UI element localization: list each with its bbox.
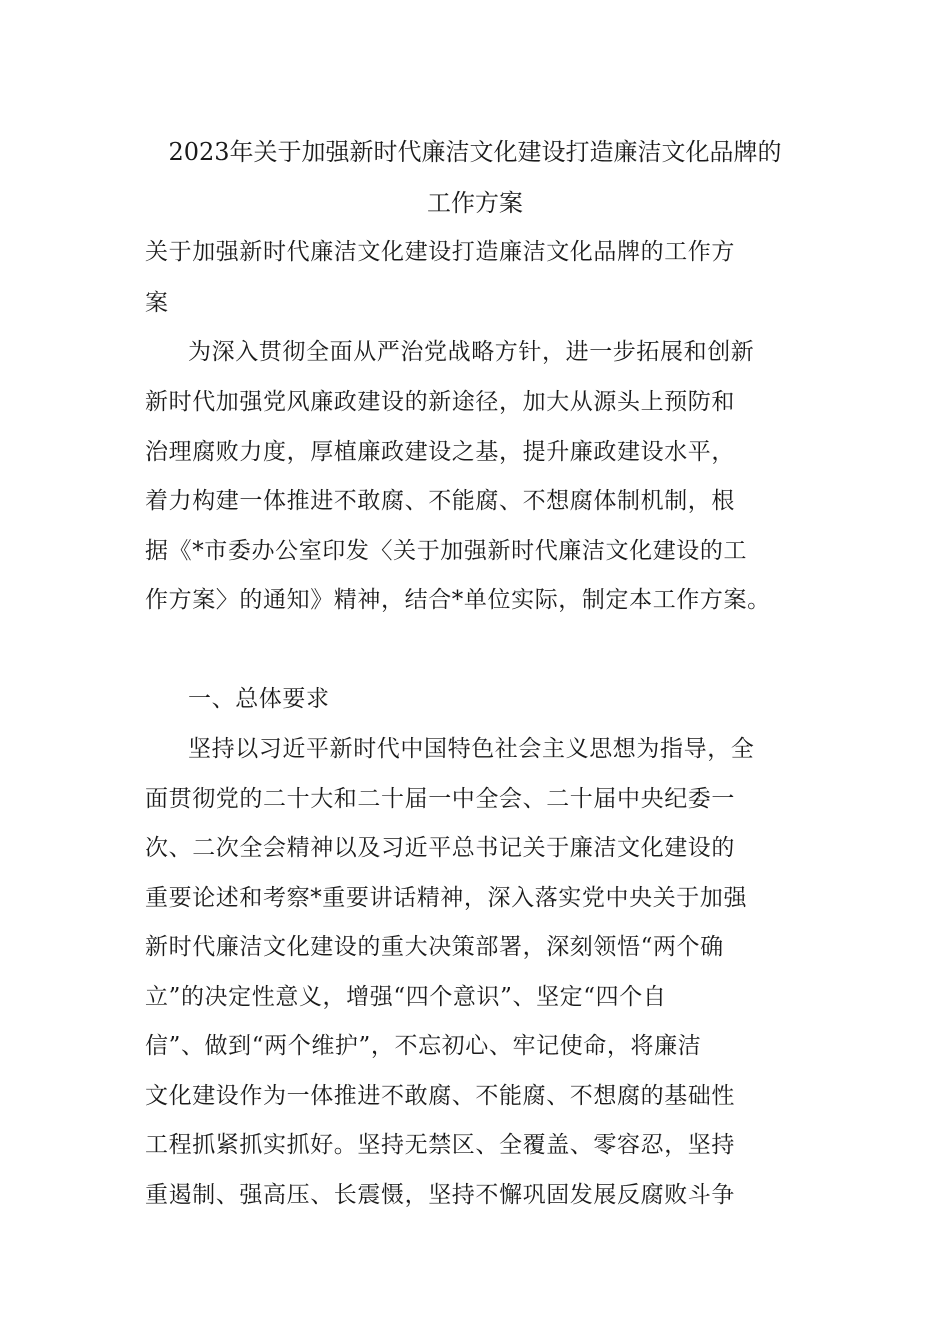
section-1-line-1: 坚持以习近平新时代中国特色社会主义思想为指导，全 bbox=[188, 736, 755, 762]
intro-paragraph-line-1: 为深入贯彻全面从严治党战略方针，进一步拓展和创新 bbox=[188, 339, 755, 365]
document-title-line-1: 2023年关于加强新时代廉洁文化建设打造廉洁文化品牌的 bbox=[168, 138, 782, 166]
section-1-line-8: 文化建设作为一体推进不敢腐、不能腐、不想腐的基础性 bbox=[145, 1083, 735, 1109]
intro-paragraph-line-4: 着力构建一体推进不敢腐、不能腐、不想腐体制机制，根 bbox=[145, 488, 735, 514]
intro-paragraph-line-5: 据《*市委办公室印发〈关于加强新时代廉洁文化建设的工 bbox=[145, 538, 748, 564]
intro-paragraph-line-3: 治理腐败力度，厚植廉政建设之基，提升廉政建设水平， bbox=[145, 439, 735, 465]
intro-paragraph-line-2: 新时代加强党风廉政建设的新途径，加大从源头上预防和 bbox=[145, 389, 735, 415]
section-1-line-3: 次、二次全会精神以及习近平总书记关于廉洁文化建设的 bbox=[145, 835, 735, 861]
subtitle-line-1: 关于加强新时代廉洁文化建设打造廉洁文化品牌的工作方 bbox=[145, 239, 735, 265]
section-1-line-6: 立”的决定性意义，增强“四个意识”、坚定“四个自 bbox=[145, 984, 667, 1010]
section-1-line-4: 重要论述和考察*重要讲话精神，深入落实党中央关于加强 bbox=[145, 885, 748, 911]
section-1-line-2: 面贯彻党的二十大和二十届一中全会、二十届中央纪委一 bbox=[145, 786, 735, 812]
section-1-line-10: 重遏制、强高压、长震慑，坚持不懈巩固发展反腐败斗争 bbox=[145, 1182, 735, 1208]
subtitle-line-2: 案 bbox=[145, 290, 169, 316]
section-1-line-9: 工程抓紧抓实抓好。坚持无禁区、全覆盖、零容忍，坚持 bbox=[145, 1132, 735, 1158]
section-1-line-5: 新时代廉洁文化建设的重大决策部署，深刻领悟“两个确 bbox=[145, 934, 724, 960]
section-1-heading: 一、总体要求 bbox=[188, 686, 330, 712]
intro-paragraph-line-6: 作方案〉的通知》精神，结合*单位实际，制定本工作方案。 bbox=[145, 587, 771, 613]
section-1-line-7: 信”、做到“两个维护”，不忘初心、牢记使命，将廉洁 bbox=[145, 1033, 702, 1059]
document-title-line-2: 工作方案 bbox=[427, 189, 523, 217]
